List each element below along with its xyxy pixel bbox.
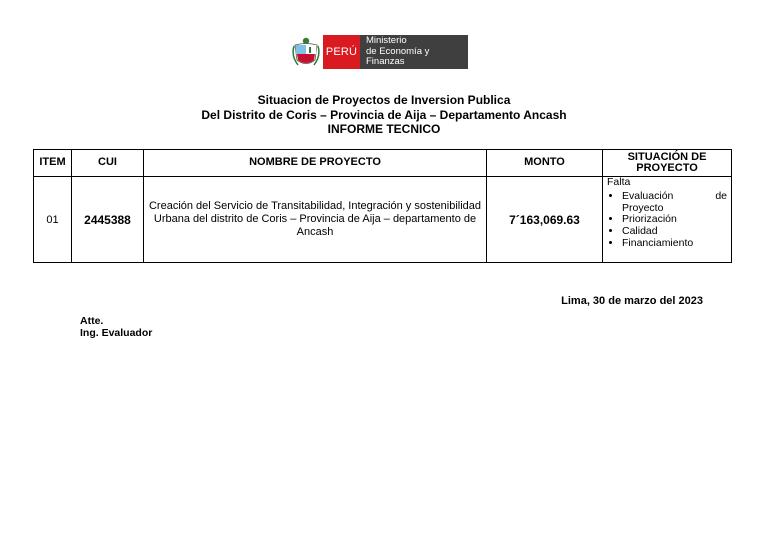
column-header-nombre: NOMBRE DE PROYECTO [144,150,487,177]
document-title [0,93,768,137]
situacion-item: • Financiamiento [622,238,727,250]
logo-ministry-line1: Ministerio [366,35,407,47]
situacion-list [607,191,727,250]
logo-ministry-line2: de Economía y Finanzas [366,45,430,68]
document-date: Lima, 30 de marzo del 2023 [561,295,703,307]
situacion-item: • Calidad [622,226,727,238]
column-header-situacion: SITUACIÓN DE PROYECTO [603,150,732,177]
situacion-item: • Priorización [622,214,727,226]
table-header-row [34,150,732,177]
signature-block [80,316,152,339]
title-line-2: Del Distrito de Coris – Provincia de Aija – Departamento Ancash [201,107,567,122]
cell-nombre: Creación del Servicio de Transitabilidad, Integración y sostenibilidad Urbana del distrito de Coris – Provincia de Aija – departamento de Ancash [144,177,487,263]
closing-atte: Atte. [80,315,104,327]
situacion-falta: Falta [607,176,631,188]
column-header-item: ITEM [34,150,72,177]
cell-situacion [603,177,732,263]
mef-logo [291,35,468,69]
column-header-monto: MONTO [487,150,603,177]
title-line-3: INFORME TECNICO [327,122,441,136]
situacion-item: • Evaluación de Proyecto [622,191,727,215]
table-row [34,177,732,263]
logo-ministry [360,35,468,69]
cell-cui: 2445388 [72,177,144,263]
cell-monto: 7´163,069.63 [487,177,603,263]
column-header-cui: CUI [72,150,144,177]
logo-country: PERÚ [323,35,360,69]
title-line-1: Situacion de Proyectos de Inversion Publica [257,93,511,107]
projects-table [33,149,732,263]
peru-coat-of-arms-icon [291,35,321,69]
signer-title: Ing. Evaluador [80,326,153,339]
cell-item: 01 [34,177,72,263]
